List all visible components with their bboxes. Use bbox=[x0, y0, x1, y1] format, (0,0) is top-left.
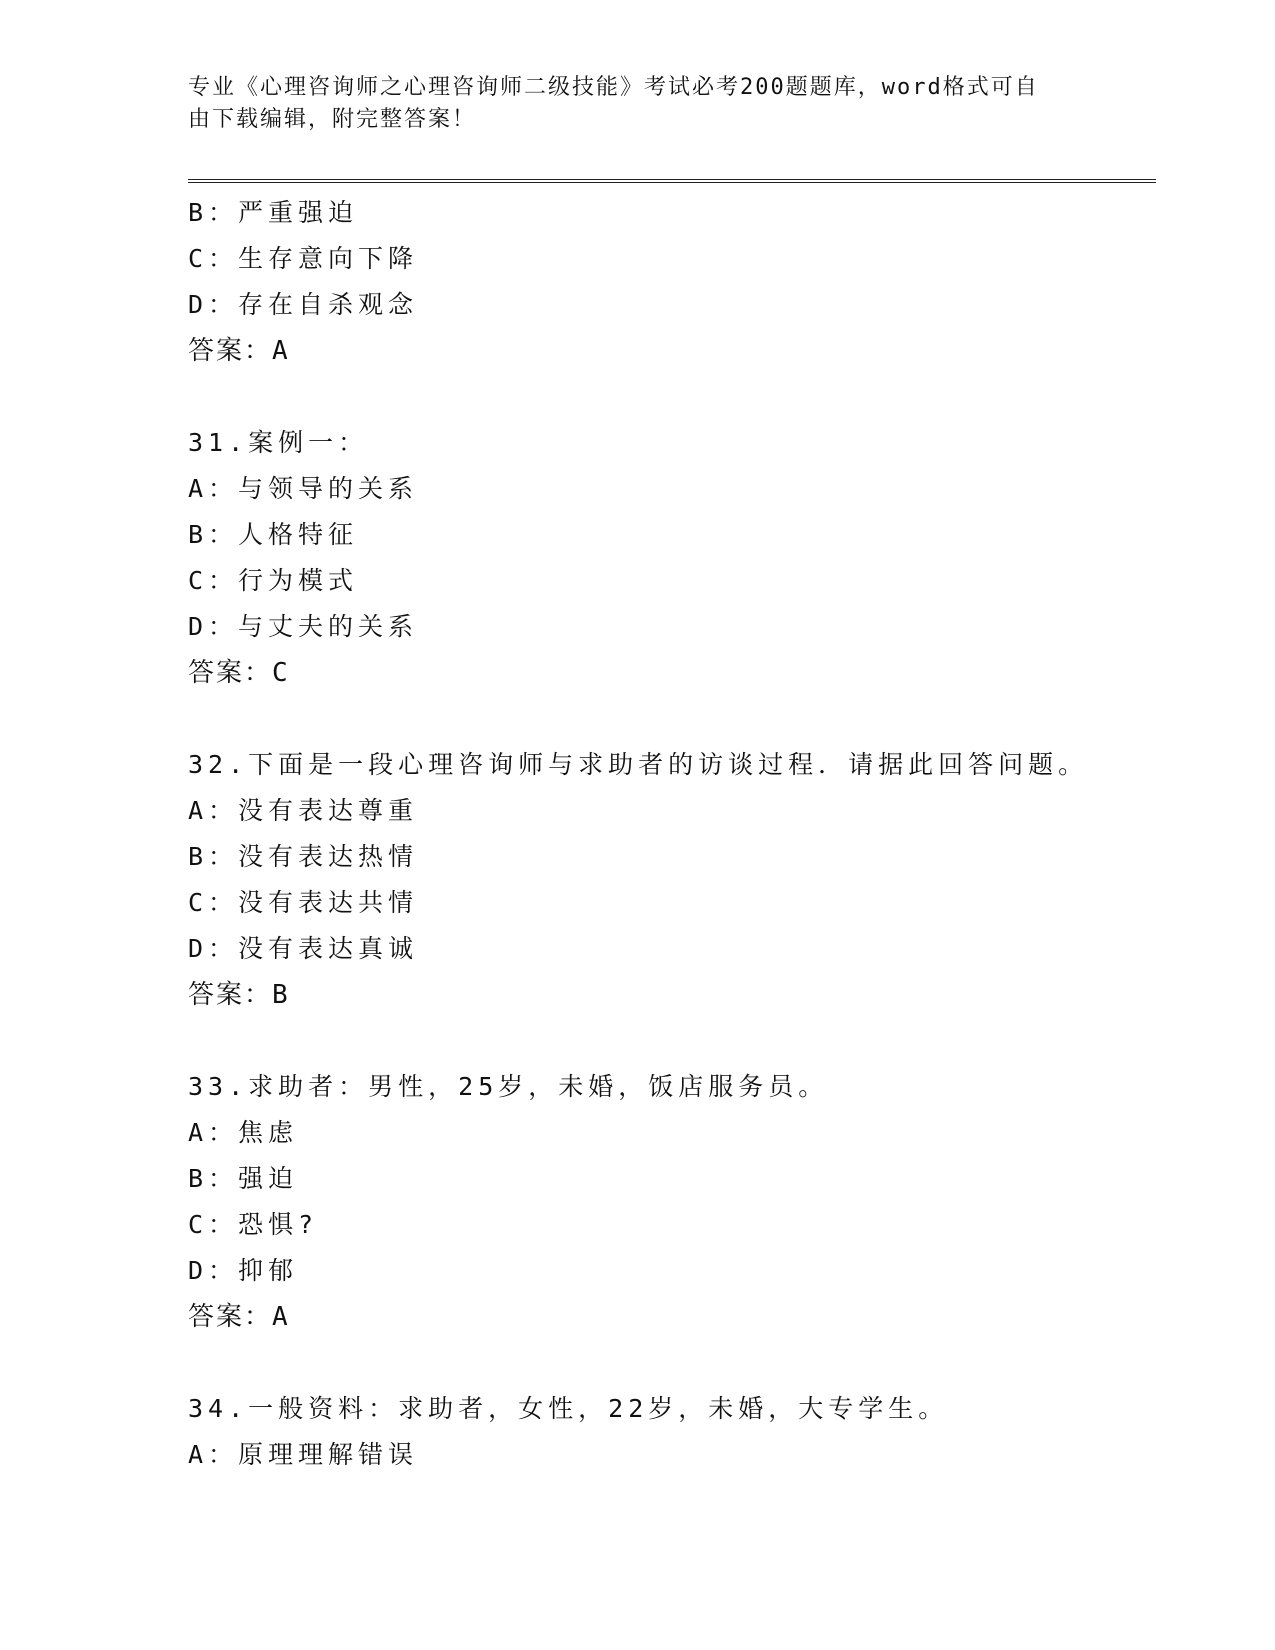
option-c: C：没有表达共情 bbox=[188, 888, 419, 917]
option-b: B：强迫 bbox=[188, 1164, 299, 1193]
question-stem: 32.下面是一段心理咨询师与求助者的访谈过程．请据此回答问题。 bbox=[188, 750, 1089, 779]
option-a: A：没有表达尊重 bbox=[188, 796, 419, 825]
option-d: D：抑郁 bbox=[188, 1256, 299, 1285]
option-a: A：焦虑 bbox=[188, 1118, 299, 1147]
question-34 bbox=[188, 1386, 1156, 1478]
option-b: B：严重强迫 bbox=[188, 198, 359, 227]
answer-label: 答案： bbox=[188, 1302, 273, 1332]
question-list bbox=[188, 190, 1156, 1478]
answer-line bbox=[188, 972, 1156, 1018]
answer-line bbox=[188, 328, 1156, 374]
question-30-continued bbox=[188, 190, 1156, 374]
option-a: A：与领导的关系 bbox=[188, 474, 419, 503]
question-32 bbox=[188, 742, 1156, 1018]
option-c: C：行为模式 bbox=[188, 566, 359, 595]
answer-label: 答案： bbox=[188, 980, 273, 1010]
question-stem: 33.求助者：男性，25岁，未婚，饭店服务员。 bbox=[188, 1072, 829, 1101]
spacer bbox=[188, 1340, 1156, 1386]
header-line-1: 专业《心理咨询师之心理咨询师二级技能》考试必考200题题库，word格式可自 bbox=[188, 75, 1039, 100]
answer-value: A bbox=[272, 1302, 290, 1332]
header-line-2: 由下载编辑，附完整答案！ bbox=[188, 107, 477, 132]
spacer bbox=[188, 374, 1156, 420]
question-stem: 34.一般资料：求助者，女性，22岁，未婚，大专学生。 bbox=[188, 1394, 949, 1423]
answer-line bbox=[188, 650, 1156, 696]
answer-line bbox=[188, 1294, 1156, 1340]
option-a: A：原理理解错误 bbox=[188, 1440, 419, 1469]
option-d: D：存在自杀观念 bbox=[188, 290, 419, 319]
answer-label: 答案： bbox=[188, 658, 273, 688]
option-b: B：人格特征 bbox=[188, 520, 359, 549]
option-c: C：生存意向下降 bbox=[188, 244, 419, 273]
option-c: C：恐惧? bbox=[188, 1210, 319, 1239]
question-31 bbox=[188, 420, 1156, 696]
question-stem: 31.案例一： bbox=[188, 428, 369, 457]
answer-value: B bbox=[272, 980, 290, 1010]
option-d: D：没有表达真诚 bbox=[188, 934, 419, 963]
spacer bbox=[188, 1018, 1156, 1064]
option-d: D：与丈夫的关系 bbox=[188, 612, 419, 641]
question-33 bbox=[188, 1064, 1156, 1340]
spacer bbox=[188, 696, 1156, 742]
answer-value: C bbox=[272, 658, 290, 688]
answer-label: 答案： bbox=[188, 336, 273, 366]
option-b: B：没有表达热情 bbox=[188, 842, 419, 871]
answer-value: A bbox=[272, 336, 290, 366]
document-header bbox=[188, 72, 1088, 136]
header-divider bbox=[188, 179, 1156, 183]
